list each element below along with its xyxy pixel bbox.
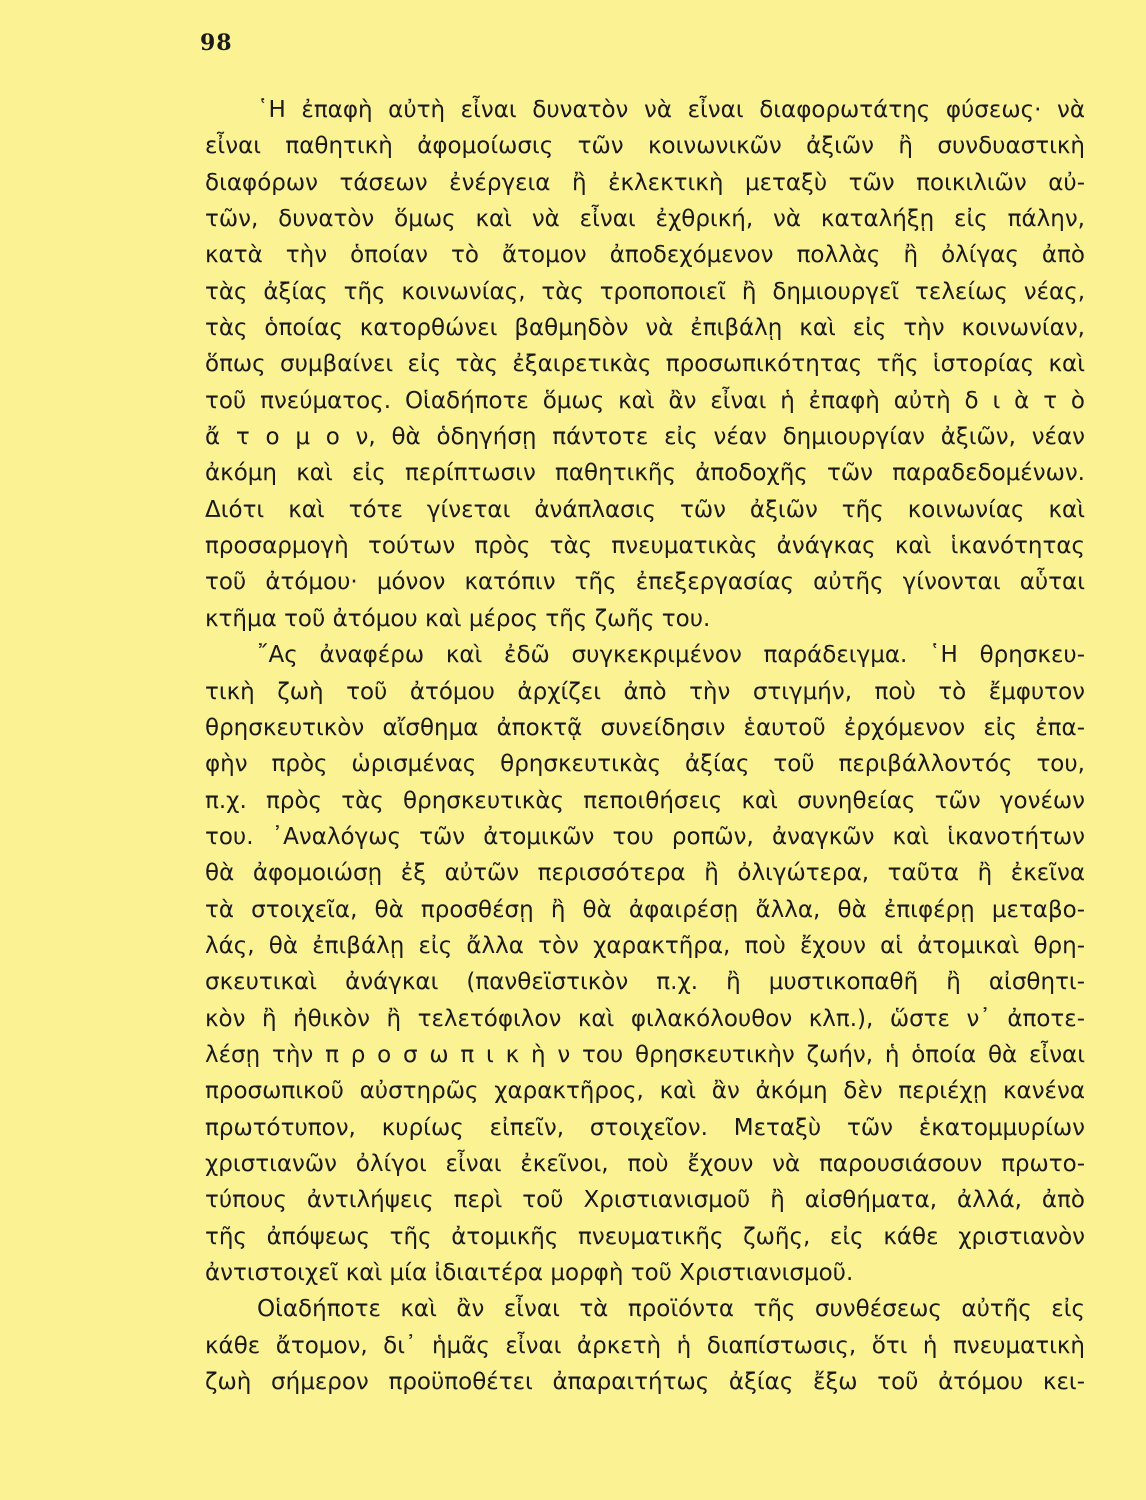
text-line: θὰ ἀφομοιώσῃ ἐξ αὐτῶν περισσότερα ἢ ὀλιγώτερα, ταῦτα ἢ ἐκεῖνα xyxy=(205,860,1085,887)
text-line: κτῆμα τοῦ ἀτόμου καὶ μέρος τῆς ζωῆς του. xyxy=(205,605,711,632)
text-line: ὅπως συμβαίνει εἰς τὰς ἐξαιρετικὰς προσωπικότητας τῆς ἱστορίας καὶ xyxy=(205,351,1085,378)
text-line: Διότι καὶ τότε γίνεται ἀνάπλασις τῶν ἀξιῶν τῆς κοινωνίας καὶ xyxy=(205,496,1085,523)
text-line: κὸν ἢ ἠθικὸν ἢ τελετόφιλον καὶ φιλακόλουθον κλπ.), ὥστε ν᾿ ἀποτε- xyxy=(205,1005,1085,1032)
text-line: τοῦ πνεύματος. Οἱαδήποτε ὅμως καὶ ἂν εἶναι ἡ ἐπαφὴ αὐτὴ δ ι ὰ τ ὸ xyxy=(205,387,1085,414)
text-line: τοῦ ἀτόμου· μόνον κατόπιν τῆς ἐπεξεργασίας αὐτῆς γίνονται αὗται xyxy=(205,569,1085,596)
text-line: τύπους ἀντιλήψεις περὶ τοῦ Χριστιανισμοῦ ἢ αἰσθήματα, ἀλλά, ἀπὸ xyxy=(205,1187,1085,1214)
text-line: ῎Ας ἀναφέρω καὶ ἐδῶ συγκεκριμένον παράδειγμα. ῾Η θρησκευ- xyxy=(257,642,1085,669)
text-line: τῶν, δυνατὸν ὅμως καὶ νὰ εἶναι ἐχθρική, νὰ καταλήξῃ εἰς πάλην, xyxy=(205,206,1085,233)
text-line: πρωτότυπον, κυρίως εἰπεῖν, στοιχεῖον. Μεταξὺ τῶν ἑκατομμυρίων xyxy=(205,1114,1085,1141)
text-line: προσαρμογὴ τούτων πρὸς τὰς πνευματικὰς ἀνάγκας καὶ ἱκανότητας xyxy=(205,533,1085,560)
text-line: εἶναι παθητικὴ ἀφομοίωσις τῶν κοινωνικῶν ἀξιῶν ἢ συνδυαστικὴ xyxy=(205,133,1085,160)
text-line: Οἱαδήποτε καὶ ἂν εἶναι τὰ προϊόντα τῆς συνθέσεως αὐτῆς εἰς xyxy=(257,1296,1085,1323)
text-line: κατὰ τὴν ὁποίαν τὸ ἄτομον ἀποδεχόμενον πολλὰς ἢ ὀλίγας ἀπὸ xyxy=(205,242,1085,269)
text-line: π.χ. πρὸς τὰς θρησκευτικὰς πεποιθήσεις καὶ συνηθείας τῶν γονέων xyxy=(205,787,1085,814)
text-line: σκευτικαὶ ἀνάγκαι (πανθεϊστικὸν π.χ. ἢ μυστικοπαθῆ ἢ αἰσθητι- xyxy=(205,969,1085,996)
text-line: τὰ στοιχεῖα, θὰ προσθέσῃ ἢ θὰ ἀφαιρέσῃ ἄλλα, θὰ ἐπιφέρῃ μεταβο- xyxy=(205,896,1085,923)
page-number: 98 xyxy=(200,30,233,56)
text-line: θρησκευτικὸν αἴσθημα ἀποκτᾷ συνείδησιν ἑαυτοῦ ἐρχόμενον εἰς ἐπα- xyxy=(205,714,1085,741)
text-line: διαφόρων τάσεων ἐνέργεια ἢ ἐκλεκτικὴ μεταξὺ τῶν ποικιλιῶν αὐ- xyxy=(205,169,1085,196)
text-line: τῆς ἀπόψεως τῆς ἀτομικῆς πνευματικῆς ζωῆς, εἰς κάθε χριστιανὸν xyxy=(205,1223,1085,1250)
text-line: προσωπικοῦ αὐστηρῶς χαρακτῆρος, καὶ ἂν ἀκόμη δὲν περιέχῃ κανένα xyxy=(205,1078,1085,1105)
text-line: ζωὴ σήμερον προϋποθέτει ἀπαραιτήτως ἀξίας ἔξω τοῦ ἀτόμου κει- xyxy=(205,1369,1085,1396)
text-line: κάθε ἄτομον, δι᾿ ἡμᾶς εἶναι ἀρκετὴ ἡ διαπίστωσις, ὅτι ἡ πνευματικὴ xyxy=(205,1332,1085,1359)
text-line: τικὴ ζωὴ τοῦ ἀτόμου ἀρχίζει ἀπὸ τὴν στιγμήν, ποὺ τὸ ἔμφυτον xyxy=(205,678,1085,705)
text-line: ἄ τ ο μ ο ν, θὰ ὁδηγήσῃ πάντοτε εἰς νέαν δημιουργίαν ἀξιῶν, νέαν xyxy=(205,424,1085,451)
text-line: ῾Η ἐπαφὴ αὐτὴ εἶναι δυνατὸν νὰ εἶναι διαφορωτάτης φύσεως· νὰ xyxy=(257,97,1085,123)
text-line: λέσῃ τὴν π ρ ο σ ω π ι κ ὴ ν του θρησκευτικὴν ζωήν, ἡ ὁποία θὰ εἶναι xyxy=(205,1041,1085,1068)
text-line: ἀκόμη καὶ εἰς περίπτωσιν παθητικῆς ἀποδοχῆς τῶν παραδεδομένων. xyxy=(205,460,1085,487)
text-line: φὴν πρὸς ὡρισμένας θρησκευτικὰς ἀξίας τοῦ περιβάλλοντός του, xyxy=(205,751,1085,778)
text-line: ἀντιστοιχεῖ καὶ μία ἰδιαιτέρα μορφὴ τοῦ Χριστιανισμοῦ. xyxy=(205,1260,854,1286)
text-line: χριστιανῶν ὀλίγοι εἶναι ἐκεῖνοι, ποὺ ἔχουν νὰ παρουσιάσουν πρωτο- xyxy=(205,1150,1085,1177)
body-text xyxy=(205,92,1085,1400)
text-line: τὰς ὁποίας κατορθώνει βαθμηδὸν νὰ ἐπιβάλῃ καὶ εἰς τὴν κοινωνίαν, xyxy=(205,315,1085,342)
text-line: λάς, θὰ ἐπιβάλῃ εἰς ἄλλα τὸν χαρακτῆρα, ποὺ ἔχουν αἱ ἀτομικαὶ θρη- xyxy=(205,932,1085,959)
text-line: του. ᾿Αναλόγως τῶν ἀτομικῶν του ροπῶν, ἀναγκῶν καὶ ἱκανοτήτων xyxy=(205,823,1085,850)
text-line: τὰς ἀξίας τῆς κοινωνίας, τὰς τροποποιεῖ ἢ δημιουργεῖ τελείως νέας, xyxy=(205,278,1085,305)
